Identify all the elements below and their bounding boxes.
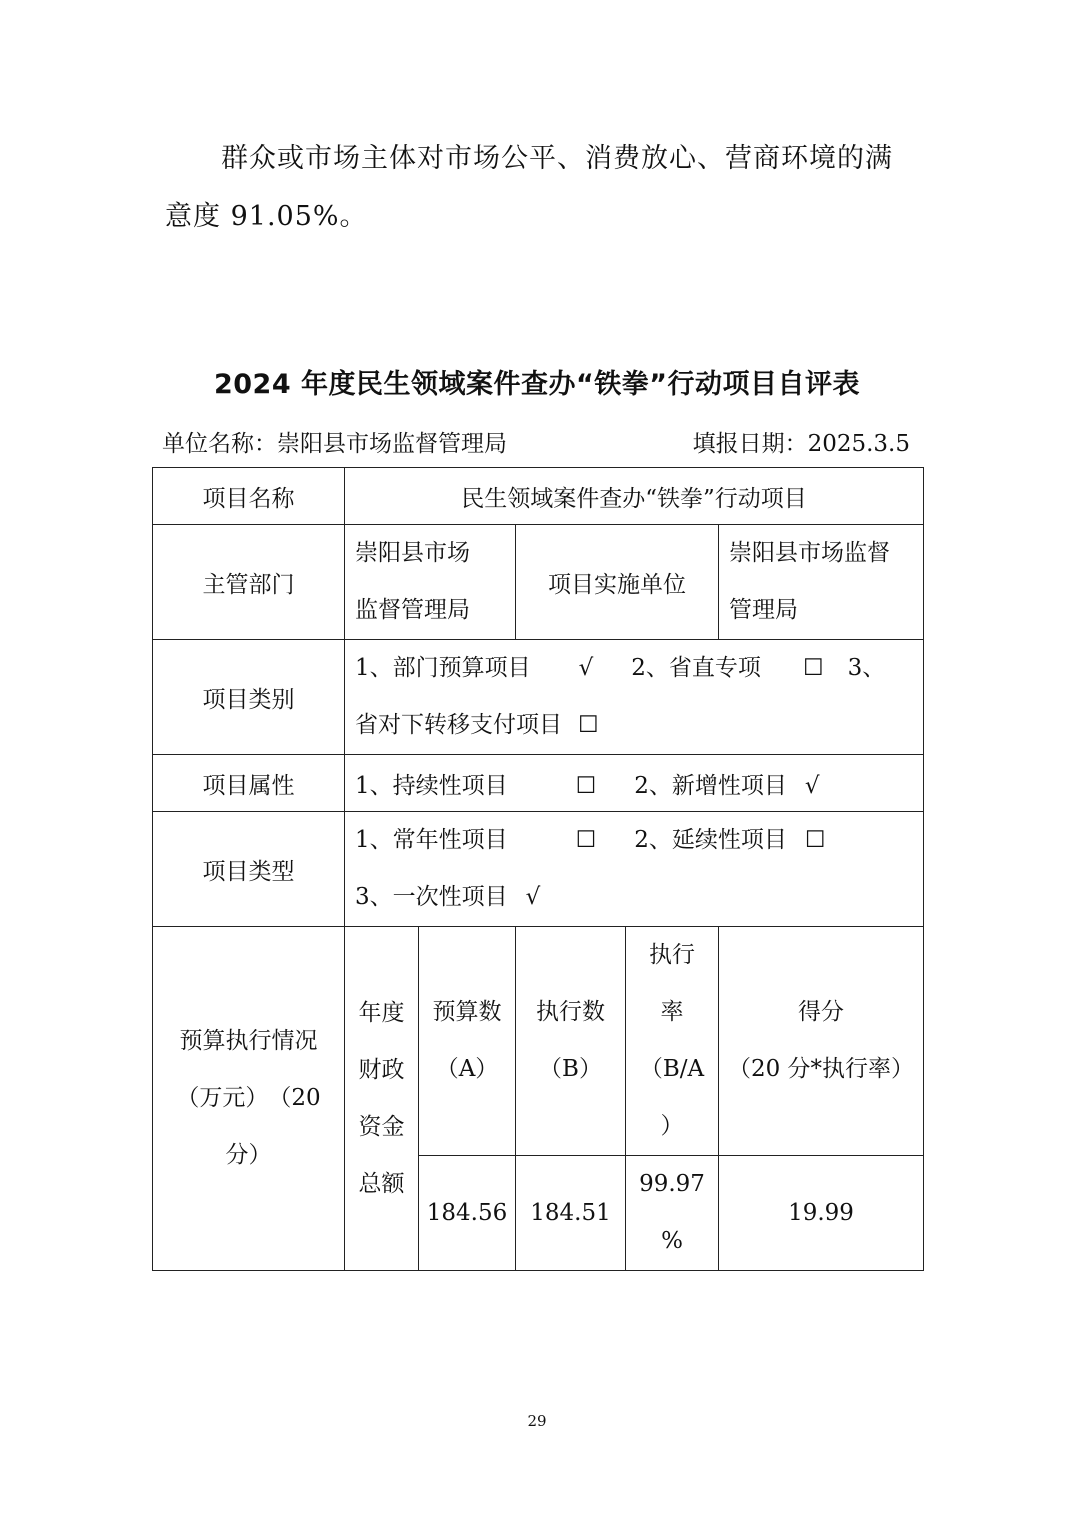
rate-value [626, 1156, 719, 1271]
row-type [153, 812, 924, 927]
score-header-line1: 得分 [798, 999, 845, 1025]
exec-header-line1: 执行数 [536, 999, 605, 1025]
category-option-3-checkbox: ☐ [578, 712, 599, 738]
budget-header-line1: 预算数 [432, 999, 502, 1025]
score-header-line2: （20 分*执行率） [727, 1056, 915, 1082]
table-title: 2024 年度民生领域案件查办“铁拳”行动项目自评表 [213, 369, 861, 400]
type-option-3-checkmark: √ [525, 884, 541, 910]
fill-date: 填报日期：2025.3.5 [692, 431, 910, 457]
row-attribute [153, 755, 924, 812]
intro-line-2: 意度 91.05%。 [165, 201, 368, 232]
category-option-3-prefix: 3、 [847, 655, 886, 681]
dept-value-line2: 监督管理局 [355, 597, 470, 623]
row-budget-header [153, 927, 924, 1156]
category-label: 项目类别 [153, 640, 345, 755]
type-option-2-checkbox: ☐ [804, 827, 826, 853]
type-label: 项目类型 [153, 812, 345, 927]
dept-value [345, 525, 516, 640]
unit-name: 单位名称：崇阳县市场监督管理局 [162, 431, 507, 457]
budget-label-line3: 分） [225, 1142, 272, 1168]
page-number: 29 [527, 1412, 547, 1430]
annual-fund-line1: 年度 [358, 999, 405, 1026]
dept-label: 主管部门 [153, 525, 345, 640]
annual-fund-line2: 财政 [358, 1056, 405, 1083]
type-option-1-checkbox: ☐ [575, 827, 597, 853]
row-department [153, 525, 924, 640]
impl-value-line1: 崇阳县市场监督 [729, 540, 890, 566]
attribute-option-2-checkmark: √ [804, 772, 820, 799]
intro-paragraph [165, 130, 925, 246]
exec-value: 184.51 [516, 1156, 626, 1271]
budget-header-line2: （A） [435, 1056, 499, 1082]
budget-value: 184.56 [419, 1156, 516, 1271]
attribute-option-2: 2、新增性项目 [634, 772, 787, 799]
type-option-1: 1、常年性项目 [355, 827, 508, 853]
row-project-name [153, 468, 924, 525]
rate-value-line1: 99.97 [639, 1171, 705, 1197]
rate-value-line2: % [661, 1228, 683, 1254]
impl-label: 项目实施单位 [516, 525, 719, 640]
intro-line-1: 群众或市场主体对市场公平、消费放心、营商环境的满 [221, 143, 893, 174]
rate-header-line2: 率 [660, 999, 684, 1025]
score-header [719, 927, 924, 1156]
category-option-3: 省对下转移支付项目 [355, 712, 562, 738]
annual-fund-line3: 资金 [358, 1113, 405, 1140]
form-meta [162, 425, 910, 458]
score-value: 19.99 [719, 1156, 924, 1271]
impl-value-line2: 管理局 [729, 597, 798, 623]
rate-header-line3: （B/A [639, 1056, 705, 1082]
rate-header-line1: 执行 [649, 942, 695, 968]
project-name-value: 民生领域案件查办“铁拳”行动项目 [345, 468, 924, 525]
category-options [345, 640, 924, 755]
type-option-2: 2、延续性项目 [634, 827, 787, 853]
annual-fund-line4: 总额 [358, 1170, 405, 1197]
attribute-label: 项目属性 [153, 755, 345, 812]
category-option-1: 1、部门预算项目 [355, 655, 531, 681]
dept-value-line1: 崇阳县市场 [355, 540, 470, 566]
type-option-3: 3、一次性项目 [355, 884, 508, 910]
attribute-option-1: 1、持续性项目 [355, 772, 508, 799]
category-option-2: 2、省直专项 [631, 655, 761, 681]
impl-value [719, 525, 924, 640]
category-option-2-checkbox: ☐ [802, 655, 824, 681]
budget-label [153, 927, 345, 1271]
budget-label-line1: 预算执行情况 [179, 1028, 318, 1054]
row-category [153, 640, 924, 755]
project-name-label: 项目名称 [153, 468, 345, 525]
rate-header [626, 927, 719, 1156]
annual-fund-label [345, 927, 419, 1271]
type-options [345, 812, 924, 927]
budget-label-line2: （万元） （20 [176, 1085, 321, 1111]
category-option-1-checkmark: √ [578, 655, 594, 681]
attribute-options [345, 755, 924, 812]
exec-header [516, 927, 626, 1156]
attribute-option-1-checkbox: ☐ [575, 772, 597, 799]
rate-header-line4: ） [660, 1113, 684, 1139]
budget-header [419, 927, 516, 1156]
evaluation-table [152, 467, 924, 1271]
exec-header-line2: （B） [539, 1056, 602, 1082]
